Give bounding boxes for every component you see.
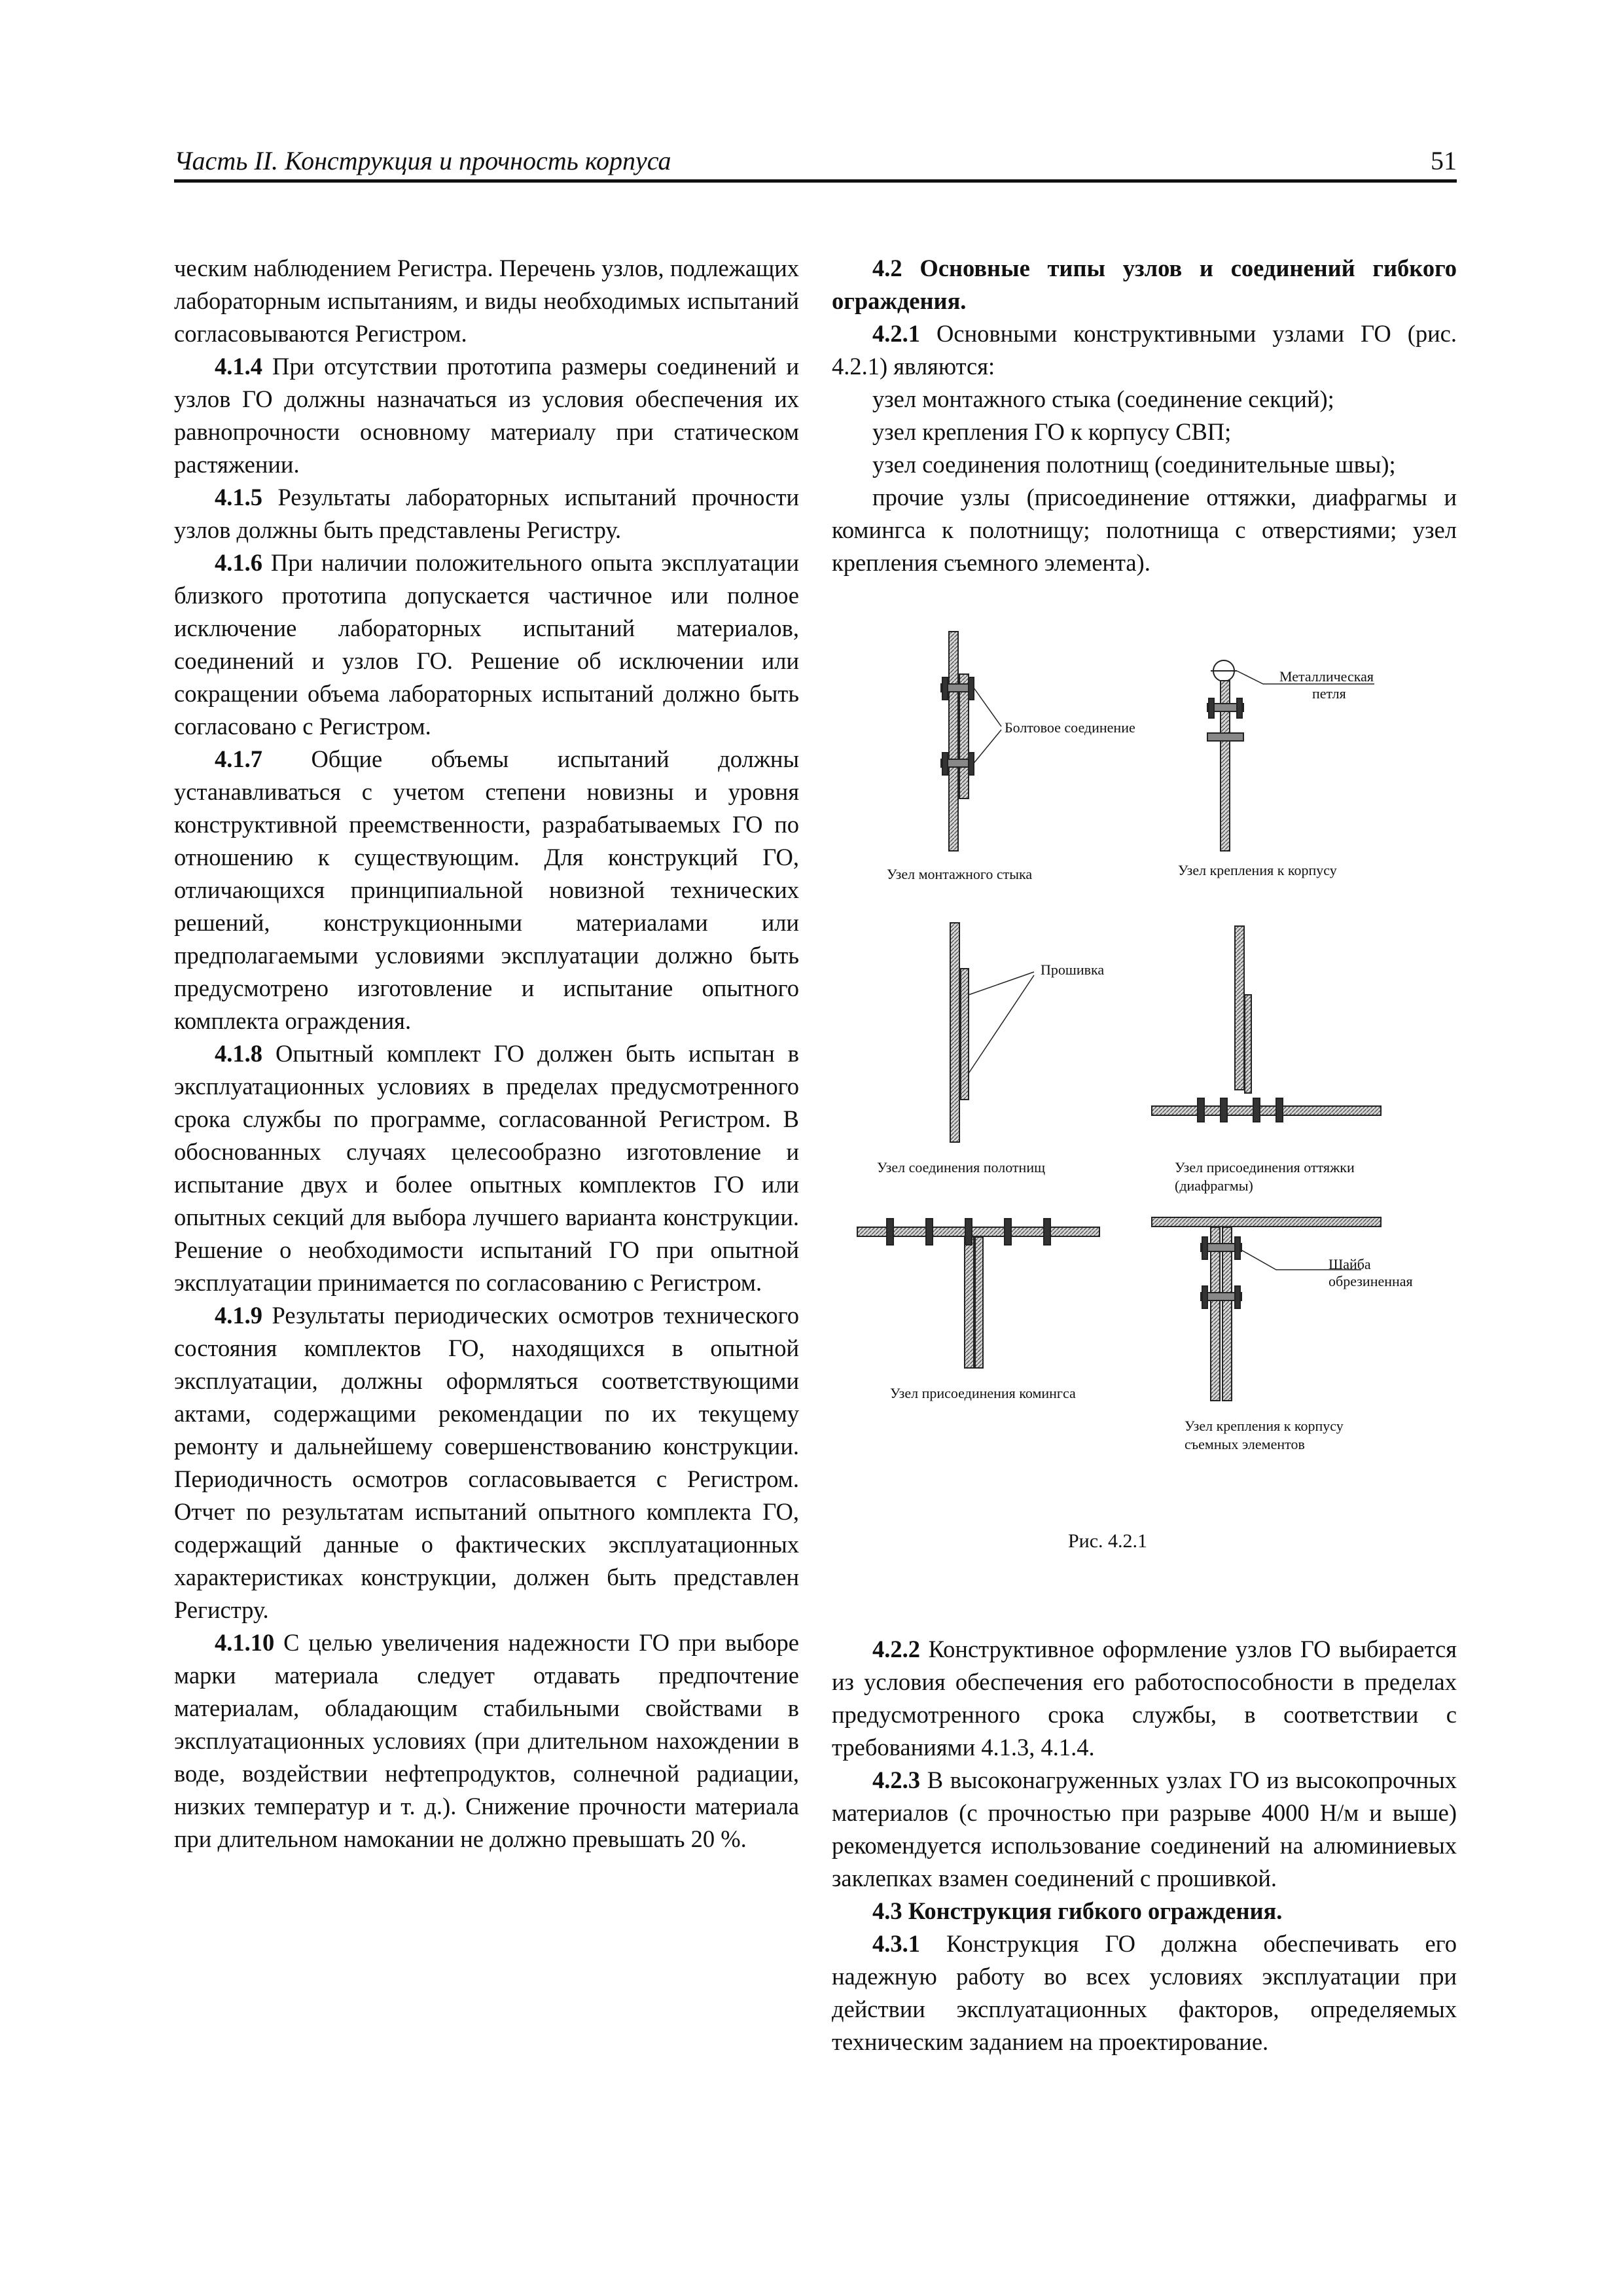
right-column-top <box>832 252 1457 579</box>
left-column <box>174 252 799 1856</box>
label-node-coaming: Узел присоединения комингса <box>890 1385 1076 1401</box>
list-item: узел крепления ГО к корпусу СВП; <box>872 418 1232 445</box>
paragraph-4-1-10: 4.1.10 С целью увеличения надежности ГО при выборе марки материала следует отдавать предпочтение материалам, обладающим стабильными свойствами в эксплуатационных условиях (при длительном нахождении в воде, воздействии нефтепродуктов, солнечной радиации, низких температур и т. д.). Снижение прочности материала при длительном намокании не должно превышать 20 %. <box>174 1629 799 1852</box>
label-node-guy: Узел присоединения оттяжки <box>1175 1159 1355 1175</box>
label-metal-loop-2: петля <box>1312 685 1346 702</box>
label-washer: Шайба <box>1329 1256 1371 1272</box>
running-header <box>174 145 1457 185</box>
paragraph-4-3-1: 4.3.1 Конструкция ГО должна обеспечивать его надежную работу во всех условиях эксплуатации при действии эксплуатационных факторов, определяемых техническим заданием на проектирование. <box>832 1930 1457 2055</box>
paragraph-4-1-6: 4.1.6 При наличии положительного опыта эксплуатации близкого прототипа допускается частичное или полное исключение лабораторных испытаний материалов, соединений и узлов ГО. Решение об исключении или сокращении объема лабораторных испытаний должно быть согласовано с Регистром. <box>174 549 799 740</box>
paragraph-4-2-1: 4.2.1 Основными конструктивными узлами ГО (рис. 4.2.1) являются: <box>832 320 1457 380</box>
paragraph-4-1-7: 4.1.7 Общие объемы испытаний должны устанавливаться с учетом степени новизны и уровня конструктивной преемственности, разрабатываемых ГО по отношению к существующим. Для конструкций ГО, отличающихся принципиальной новизной технических решений, конструкционными материалами или предполагаемыми условиями эксплуатации должно быть предусмотрено изготовление и испытание опытного комплекта ограждения. <box>174 745 799 1034</box>
figure-caption: Рис. 4.2.1 <box>1068 1530 1148 1552</box>
label-node-guy-2: (диафрагмы) <box>1175 1177 1253 1194</box>
paragraph-4-2-3: 4.2.3 В высоконагруженных узлах ГО из высокопрочных материалов (с прочностью при разрыве 4000 Н/м и выше) рекомендуется использование соединений на алюминиевых заклепках взамен соединений с прошивкой. <box>832 1767 1457 1892</box>
right-column-bottom <box>832 1633 1457 2058</box>
paragraph-4-1-4: 4.1.4 При отсутствии прототипа размеры соединений и узлов ГО должны назначаться из условия обеспечения их равнопрочности основному материалу при статическом растяжении. <box>174 353 799 478</box>
paragraph-4-1-9: 4.1.9 Результаты периодических осмотров технического состояния комплектов ГО, находящихся в опытной эксплуатации, должны оформляться соответствующими актами, содержащими рекомендации по их текущему ремонту и дальнейшему совершенствованию конструкции. Периодичность осмотров согласовывается с Регистром. Отчет по результатам испытаний опытного комплекта ГО, содержащий данные о фактических эксплуатационных характеристиках конструкции, должен быть представлен Регистру. <box>174 1302 799 1623</box>
label-node-joint: Узел монтажного стыка <box>887 866 1033 882</box>
label-node-panels: Узел соединения полотнищ <box>877 1159 1046 1175</box>
label-node-hull: Узел крепления к корпусу <box>1178 862 1337 878</box>
label-node-removable-2: съемных элементов <box>1185 1436 1305 1452</box>
section-heading-4-2: 4.2 Основные типы узлов и соединений гибкого ограждения. <box>832 255 1457 314</box>
paragraph-4-1-5: 4.1.5 Результаты лабораторных испытаний прочности узлов должны быть представлены Регистру. <box>174 484 799 543</box>
section-heading-4-3: 4.3 Конструкция гибкого ограждения. <box>872 1897 1283 1924</box>
label-washer-2: обрезиненная <box>1329 1273 1413 1289</box>
figure-drawing <box>844 622 1459 1558</box>
list-item: узел соединения полотнищ (соединительные швы); <box>872 451 1396 478</box>
paragraph-4-2-2: 4.2.2 Конструктивное оформление узлов ГО выбирается из условия обеспечения его работоспособности в пределах предусмотренного срока службы, в соответствии с требованиями 4.1.3, 4.1.4. <box>832 1636 1457 1761</box>
list-item: прочие узлы (присоединение оттяжки, диафрагмы и комингса к полотнищу; полотнища с отверстиями; узел крепления съемного элемента). <box>832 484 1457 576</box>
paragraph-4-1-8: 4.1.8 Опытный комплект ГО должен быть испытан в эксплуатационных условиях в пределах предусмотренного срока службы по программе, согласованной Регистром. В обоснованных случаях целесообразно изготовление и испытание двух и более опытных комплектов ГО или опытных секций для выбора лучшего варианта конструкции. Решение о необходимости испытаний ГО при опытной эксплуатации принимается по согласованию с Регистром. <box>174 1040 799 1296</box>
label-node-removable: Узел крепления к корпусу <box>1185 1418 1344 1434</box>
label-bolt-joint: Болтовое соединение <box>1005 719 1135 736</box>
page-number: 51 <box>1431 146 1457 175</box>
figure-4-2-1 <box>844 622 1459 1558</box>
running-title: Часть II. Конструкция и прочность корпуса <box>174 146 671 175</box>
paragraph: ческим наблюдением Регистра. Перечень узлов, подлежащих лабораторным испытаниям, и виды необходимых испытаний согласовываются Регистром. <box>174 255 799 347</box>
header-rule <box>174 179 1457 183</box>
label-metal-loop: Металлическая <box>1279 668 1374 685</box>
label-stitching: Прошивка <box>1041 961 1105 978</box>
list-item: узел монтажного стыка (соединение секций); <box>872 386 1334 412</box>
